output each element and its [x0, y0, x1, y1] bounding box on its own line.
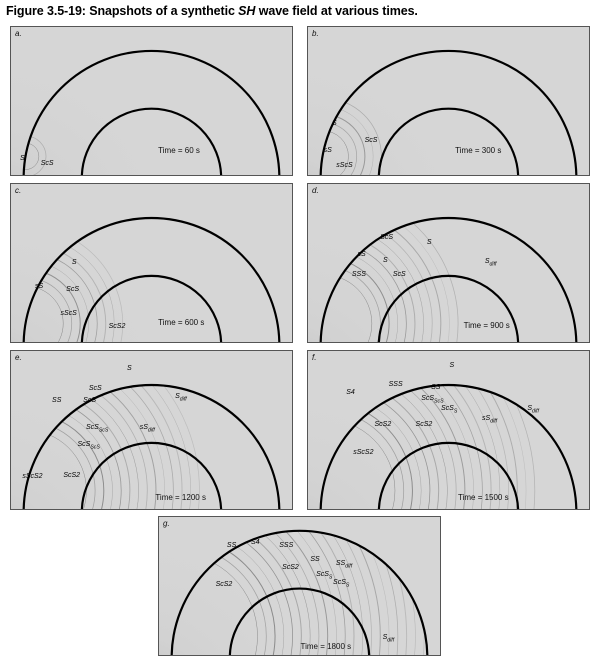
phase-label: sScS2	[22, 472, 43, 480]
time-label-f: Time = 1500 s	[457, 492, 509, 502]
phase-label: S	[332, 120, 337, 127]
phase-label: SS	[310, 555, 320, 563]
phase-label: ScS	[364, 136, 378, 144]
phase-label: ScS2	[215, 580, 233, 588]
phase-label: S4	[250, 538, 260, 546]
wavefield-plot-g	[159, 517, 440, 655]
wavefield-shading	[159, 517, 329, 655]
phase-label: sS	[35, 283, 44, 291]
phase-label: SSS	[351, 271, 366, 279]
wavefield-shading	[308, 36, 478, 175]
phase-label: $S_{diff}$	[484, 257, 497, 267]
figure-caption	[6, 4, 594, 19]
phase-label: ScS2	[374, 420, 392, 428]
caption-suffix: wave field at various times.	[255, 4, 418, 18]
snapshot-panel-c	[10, 183, 293, 343]
phase-label: S	[20, 155, 25, 163]
wavefield-plot-d	[308, 184, 589, 342]
panel-letter-f: f.	[312, 353, 317, 362]
phase-label: ScS	[88, 385, 102, 393]
wavefield-plot-a	[11, 27, 292, 175]
phase-label: ScS2	[63, 471, 81, 479]
phase-label: S	[127, 364, 132, 372]
phase-label: ScS$_{ScS}$	[85, 423, 109, 434]
phase-label: S	[426, 239, 432, 247]
phase-label: S	[449, 362, 455, 370]
panel-letter-b: b.	[312, 29, 319, 38]
snapshot-panel-e	[10, 350, 293, 510]
phase-label: $SS_{diff}$	[335, 560, 353, 570]
phase-label: sScS	[336, 162, 353, 169]
snapshot-panel-f	[307, 350, 590, 510]
phase-label: sScS2	[353, 449, 374, 457]
snapshot-panel-b	[307, 26, 590, 176]
phase-label: ScS2	[108, 323, 126, 331]
caption-prefix: Figure 3.5-19: Snapshots of a synthetic	[6, 4, 239, 18]
phase-label: sS	[323, 147, 332, 154]
phase-label: sS	[357, 251, 366, 259]
phase-label: SS	[431, 383, 441, 391]
phase-label: S4	[346, 389, 355, 397]
phase-label: $S_{diff}$	[527, 404, 539, 414]
wavefield-plot-c	[11, 184, 292, 342]
phase-label: sScS	[60, 310, 77, 318]
wavefield-shading	[11, 36, 181, 175]
phase-label: ScS2	[282, 563, 299, 571]
wavefield-shading	[11, 203, 181, 342]
phase-label: ScS	[392, 271, 406, 279]
wavefield-plot-b	[308, 27, 589, 175]
phase-label: ScS$_{ScS}$	[421, 395, 444, 405]
time-label-b: Time = 300 s	[455, 145, 502, 155]
panel-letter-a: a.	[15, 29, 22, 38]
snapshot-panel-g	[158, 516, 441, 656]
phase-label: ScS$_{ScS}$	[77, 440, 100, 450]
panel-letter-e: e.	[15, 353, 22, 362]
phase-label: SSS	[279, 541, 294, 549]
wavefield-shading	[308, 370, 478, 509]
wavefield-plot-f	[308, 351, 589, 509]
phase-label: $sS_{diff}$	[482, 415, 498, 425]
figure-panel-grid	[10, 26, 590, 656]
panel-letter-g: g.	[163, 519, 170, 528]
snapshot-panel-d	[307, 183, 590, 343]
time-label-e: Time = 1200 s	[155, 492, 206, 502]
phase-label: ScS$_S$	[441, 405, 458, 415]
time-label-c: Time = 600 s	[158, 318, 205, 328]
phase-label: ScS	[66, 286, 80, 294]
phase-label: SS	[52, 396, 62, 404]
phase-label: ScS$_S$	[316, 570, 333, 581]
phase-label: ScS2	[415, 420, 433, 428]
phase-label: SSS	[388, 380, 403, 388]
panel-letter-c: c.	[15, 186, 22, 195]
snapshot-panel-a	[10, 26, 293, 176]
phase-label: ScS	[380, 234, 393, 242]
phase-label: ScS	[40, 159, 54, 167]
phase-label: $S_{diff}$	[382, 633, 395, 644]
phase-label: $sS_{diff}$	[139, 423, 155, 434]
phase-label: S	[71, 259, 77, 267]
phase-label: SS	[226, 542, 237, 550]
phase-label: ScS$_S$	[333, 578, 350, 588]
phase-label: $S_{diff}$	[175, 393, 187, 403]
time-label-g: Time = 1800 s	[300, 642, 352, 652]
phase-label: S	[382, 256, 388, 264]
panel-letter-d: d.	[312, 186, 319, 195]
time-label-d: Time = 900 s	[463, 320, 510, 330]
caption-italic: SH	[238, 4, 256, 18]
phase-label: ScS	[83, 396, 96, 404]
time-label-a: Time = 60 s	[158, 145, 200, 155]
